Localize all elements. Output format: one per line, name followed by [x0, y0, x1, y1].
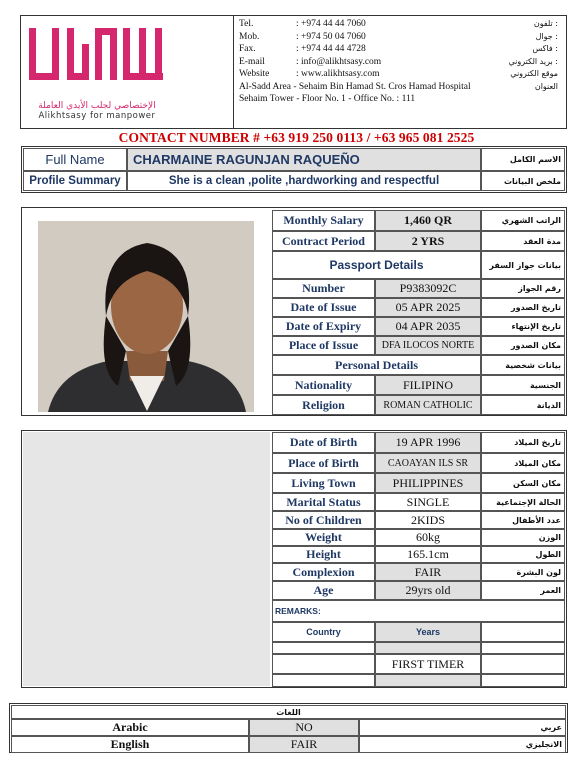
personal-row-label: Religion: [272, 395, 375, 415]
personal-row-value: ROMAN CATHOLIC: [375, 395, 481, 415]
full-name-value: CHARMAINE RAGUNJAN RAQUEÑO: [127, 148, 481, 171]
passport-row-ar: مكان الصدور: [481, 336, 565, 355]
personal-row-ar: الديانة: [481, 395, 565, 415]
remarks-label: REMARKS:: [272, 600, 565, 622]
details-row-value: FAIR: [375, 563, 481, 581]
header-row-ar: فاكس :: [532, 44, 558, 53]
header-row-label: Tel.: [239, 19, 254, 29]
photo-placeholder: [23, 432, 270, 686]
details-row-label: Weight: [272, 529, 375, 546]
passport-row-label: Date of Issue: [272, 298, 375, 317]
personal-details-header: Personal Details: [272, 355, 481, 375]
experience-empty-row: [375, 642, 481, 654]
header-contact-block: [239, 18, 564, 106]
header-row-value: : www.alikhtsasy.com: [296, 69, 380, 79]
details-row-label: Living Town: [272, 473, 375, 493]
passport-row-label: Place of Issue: [272, 336, 375, 355]
language-label: English: [11, 736, 249, 753]
header-row-label: Mob.: [239, 31, 260, 42]
full-name-label: Full Name: [23, 148, 127, 171]
experience-country-header: Country: [272, 622, 375, 642]
details-row-label: Place of Birth: [272, 453, 375, 473]
logo-arabic-text: الإختصاصي لجلب الأيدي العاملة: [38, 101, 156, 111]
logo-mark: [27, 24, 167, 94]
monthly-salary-label: Monthly Salary: [272, 210, 375, 231]
details-row-ar: عدد الأطفال: [481, 511, 565, 529]
passport-row-label: Date of Expiry: [272, 317, 375, 336]
header-row-ar: بريد الكتروني :: [508, 56, 558, 66]
details-row-ar: تاريخ الميلاد: [481, 432, 565, 453]
header-contact-row: [239, 31, 564, 44]
language-value: NO: [249, 719, 359, 736]
header-row-label: Website: [239, 69, 270, 79]
details-row-ar: مكان الميلاد: [481, 453, 565, 473]
passport-row-ar: تاريخ الصدور: [481, 298, 565, 317]
first-timer-value: FIRST TIMER: [375, 654, 481, 674]
details-row-ar: لون البشرة: [481, 563, 565, 581]
experience-row-blank: [481, 654, 565, 674]
details-row-value: 165.1cm: [375, 546, 481, 563]
header-row-ar: جوال :: [535, 31, 558, 41]
contact-number: CONTACT NUMBER # +63 919 250 0113 / +63 965 081 2525: [118, 130, 475, 145]
contract-period-value: 2 YRS: [375, 231, 481, 251]
details-row-value: 2KIDS: [375, 511, 481, 529]
profile-summary-label: Profile Summary: [23, 171, 127, 191]
language-value: FAIR: [249, 736, 359, 753]
header-row-value: : +974 44 44 4728: [296, 44, 366, 54]
header-contact-row: [239, 56, 564, 69]
header-contact-row: [239, 68, 564, 81]
details-row-label: Height: [272, 546, 375, 563]
address-line-2: Sehaim Tower - Floor No. 1 - Office No. : 111: [239, 94, 416, 104]
details-row-ar: الطول: [481, 546, 565, 563]
address-line-1: Al-Sadd Area - Sehaim Bin Hamad St. Cros Hamad Hospital: [239, 81, 471, 92]
experience-row-country: [272, 654, 375, 674]
passport-row-value: DFA ILOCOS NORTE: [375, 336, 481, 355]
language-label: Arabic: [11, 719, 249, 736]
candidate-photo: [38, 221, 254, 412]
experience-empty-row: [481, 674, 565, 687]
details-row-value: PHILIPPINES: [375, 473, 481, 493]
passport-details-ar: بيانات جواز السفر: [481, 251, 565, 279]
personal-details-ar: بيانات شخصية: [481, 355, 565, 375]
header-row-ar: موقع الكتروني: [510, 69, 558, 78]
header-divider: [233, 15, 234, 129]
details-row-label: No of Children: [272, 511, 375, 529]
passport-row-value: 04 APR 2035: [375, 317, 481, 336]
personal-row-value: FILIPINO: [375, 375, 481, 395]
details-row-value: CAOAYAN ILS SR: [375, 453, 481, 473]
company-logo: [27, 24, 167, 120]
personal-row-ar: الجنسية: [481, 375, 565, 395]
contract-period-label: Contract Period: [272, 231, 375, 251]
experience-empty-row: [272, 674, 375, 687]
experience-years-header: Years: [375, 622, 481, 642]
passport-row-ar: تاريخ الإنتهاء: [481, 317, 565, 336]
details-row-label: Complexion: [272, 563, 375, 581]
personal-row-label: Nationality: [272, 375, 375, 395]
details-row-value: SINGLE: [375, 493, 481, 511]
details-row-ar: الوزن: [481, 529, 565, 546]
logo-english-text: Alikhtsasy for manpower: [38, 111, 156, 121]
experience-blank: [481, 622, 565, 642]
passport-row-value: 05 APR 2025: [375, 298, 481, 317]
header-contact-row: [239, 18, 564, 31]
details-row-ar: مكان السكن: [481, 473, 565, 493]
header-row-label: Fax.: [239, 44, 256, 54]
details-row-label: Date of Birth: [272, 432, 375, 453]
experience-empty-row: [481, 642, 565, 654]
portrait-image: [38, 221, 254, 412]
details-row-value: 60kg: [375, 529, 481, 546]
details-row-value: 29yrs old: [375, 581, 481, 600]
address-label-ar: العنوان: [534, 81, 558, 91]
profile-summary-ar: ملخص البيانات: [481, 171, 565, 191]
passport-details-header: Passport Details: [272, 251, 481, 279]
header-row-label: E-mail: [239, 56, 265, 67]
details-row-label: Age: [272, 581, 375, 600]
profile-summary-value: She is a clean ,polite ,hardworking and respectful: [127, 171, 481, 191]
monthly-salary-value: 1,460 QR: [375, 210, 481, 231]
experience-empty-row: [375, 674, 481, 687]
header-row-ar: تلفون :: [533, 19, 558, 28]
details-row-ar: الحالة الإجتماعية: [481, 493, 565, 511]
details-row-value: 19 APR 1996: [375, 432, 481, 453]
header-row-value: : +974 44 44 7060: [296, 19, 366, 29]
full-name-ar: الاسم الكامل: [481, 148, 565, 171]
header-contact-row: [239, 43, 564, 56]
details-row-label: Marital Status: [272, 493, 375, 511]
languages-header: اللغات: [11, 705, 566, 719]
passport-row-label: Number: [272, 279, 375, 298]
header-row-value: : info@alikhtsasy.com: [296, 56, 382, 67]
details-row-ar: العمر: [481, 581, 565, 600]
passport-row-value: P9383092C: [375, 279, 481, 298]
contract-period-ar: مدة العقد: [481, 231, 565, 251]
experience-empty-row: [272, 642, 375, 654]
language-ar: الانجليزي: [359, 736, 566, 753]
language-ar: عربي: [359, 719, 566, 736]
passport-row-ar: رقم الجواز: [481, 279, 565, 298]
header-row-value: : +974 50 04 7060: [296, 31, 366, 42]
monthly-salary-ar: الراتب الشهري: [481, 210, 565, 231]
